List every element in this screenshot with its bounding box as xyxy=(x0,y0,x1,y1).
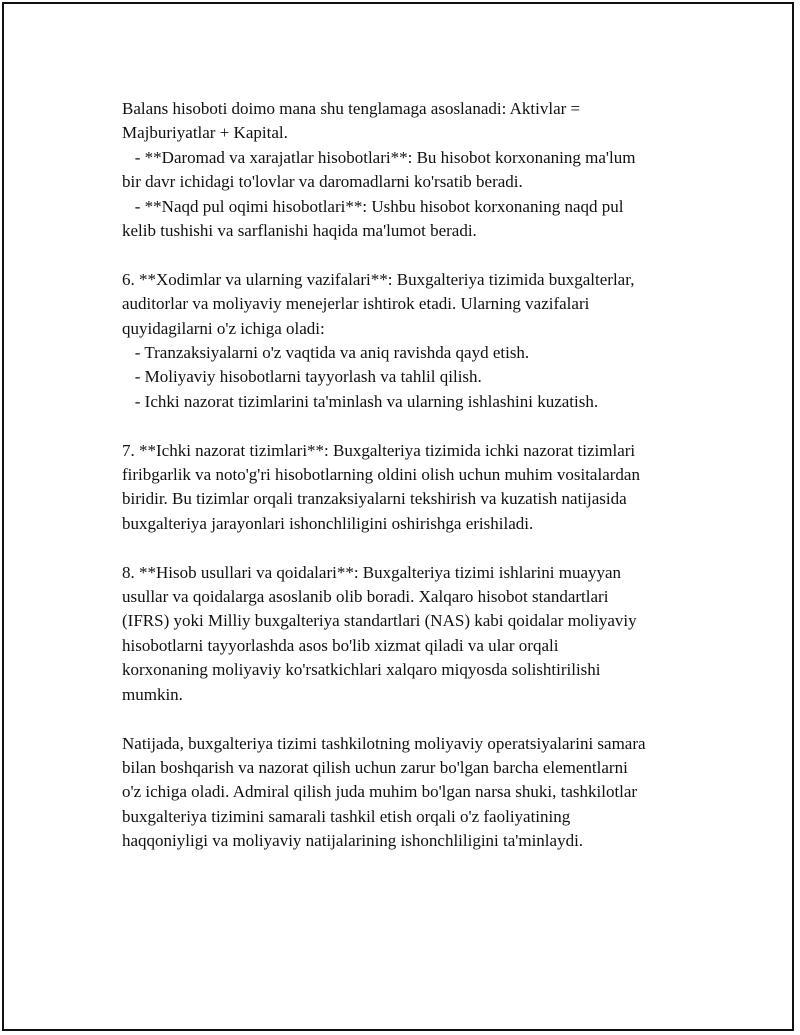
text-line: kelib tushishi va sarflanishi haqida ma'lumot beradi. xyxy=(122,221,477,241)
paragraph xyxy=(122,268,702,341)
paragraph xyxy=(122,561,702,707)
text-line: - Moliyaviy hisobotlarni tayyorlash va tahlil qilish. xyxy=(122,367,482,387)
text-line: buxgalteriya jarayonlari ishonchliligini oshirishga erishiladi. xyxy=(122,513,534,533)
text-line: auditorlar va moliyaviy menejerlar ishtirok etadi. Ularning vazifalari xyxy=(122,294,590,314)
text-line: 8. **Hisob usullari va qoidalari**: Buxgalteriya tizimi ishlarini muayyan xyxy=(122,562,622,582)
paragraph xyxy=(122,365,702,389)
paragraph xyxy=(122,97,702,146)
text-line: buxgalteriya tizimini samarali tashkil etish orqali o'z faoliyatining xyxy=(122,806,571,826)
paragraph xyxy=(122,439,702,537)
text-line: mumkin. xyxy=(122,684,183,704)
paragraph-spacer xyxy=(122,707,702,731)
text-line: - **Naqd pul oqimi hisobotlari**: Ushbu hisobot korxonaning naqd pul xyxy=(122,196,624,216)
text-line: - **Daromad va xarajatlar hisobotlari**: Bu hisobot korxonaning ma'lum xyxy=(122,147,636,167)
text-line: Majburiyatlar + Kapital. xyxy=(122,123,288,143)
paragraph xyxy=(122,390,702,414)
text-line: bir davr ichidagi to'lovlar va daromadlarni ko'rsatib beradi. xyxy=(122,172,523,192)
text-line: korxonaning moliyaviy ko'rsatkichlari xalqaro miqyosda solishtirilishi xyxy=(122,660,601,680)
text-line: bilan boshqarish va nazorat qilish uchun zarur bo'lgan barcha elementlarni xyxy=(122,757,628,777)
page-frame xyxy=(2,2,794,1031)
paragraph xyxy=(122,341,702,365)
text-line: (IFRS) yoki Milliy buxgalteriya standartlari (NAS) kabi qoidalar moliyaviy xyxy=(122,611,637,631)
paragraph-spacer xyxy=(122,414,702,438)
text-line: 7. **Ichki nazorat tizimlari**: Buxgalteriya tizimida ichki nazorat tizimlari xyxy=(122,440,636,460)
text-line: haqqoniyligi va moliyaviy natijalarining ishonchliligini ta'minlaydi. xyxy=(122,831,584,851)
text-line: usullar va qoidalarga asoslanib olib boradi. Xalqaro hisobot standartlari xyxy=(122,587,609,607)
text-line: quyidagilarni o'z ichiga oladi: xyxy=(122,318,325,338)
text-line: firibgarlik va noto'g'ri hisobotlarning oldini olish uchun muhim vositalardan xyxy=(122,465,640,485)
paragraph xyxy=(122,195,702,244)
text-line: hisobotlarni tayyorlashda asos bo'lib xizmat qiladi va ular orqali xyxy=(122,635,559,655)
text-line: Balans hisoboti doimo mana shu tenglamaga asoslanadi: Aktivlar = xyxy=(122,99,581,118)
paragraph-spacer xyxy=(122,243,702,267)
text-line: o'z ichiga oladi. Admiral qilish juda muhim bo'lgan narsa shuki, tashkilotlar xyxy=(122,782,638,802)
text-line: - Tranzaksiyalarni o'z vaqtida va aniq ravishda qayd etish. xyxy=(122,343,530,363)
paragraph xyxy=(122,732,702,854)
text-line: - Ichki nazorat tizimlarini ta'minlash va ularning ishlashini kuzatish. xyxy=(122,391,599,411)
text-line: 6. **Xodimlar va ularning vazifalari**: Buxgalteriya tizimida buxgalterlar, xyxy=(122,269,635,289)
text-line: Natijada, buxgalteriya tizimi tashkilotning moliyaviy operatsiyalarini samara xyxy=(122,733,646,753)
paragraph xyxy=(122,146,702,195)
document-body xyxy=(122,97,702,854)
paragraph-spacer xyxy=(122,536,702,560)
text-line: biridir. Bu tizimlar orqali tranzaksiyalarni tekshirish va kuzatish natijasida xyxy=(122,489,627,509)
